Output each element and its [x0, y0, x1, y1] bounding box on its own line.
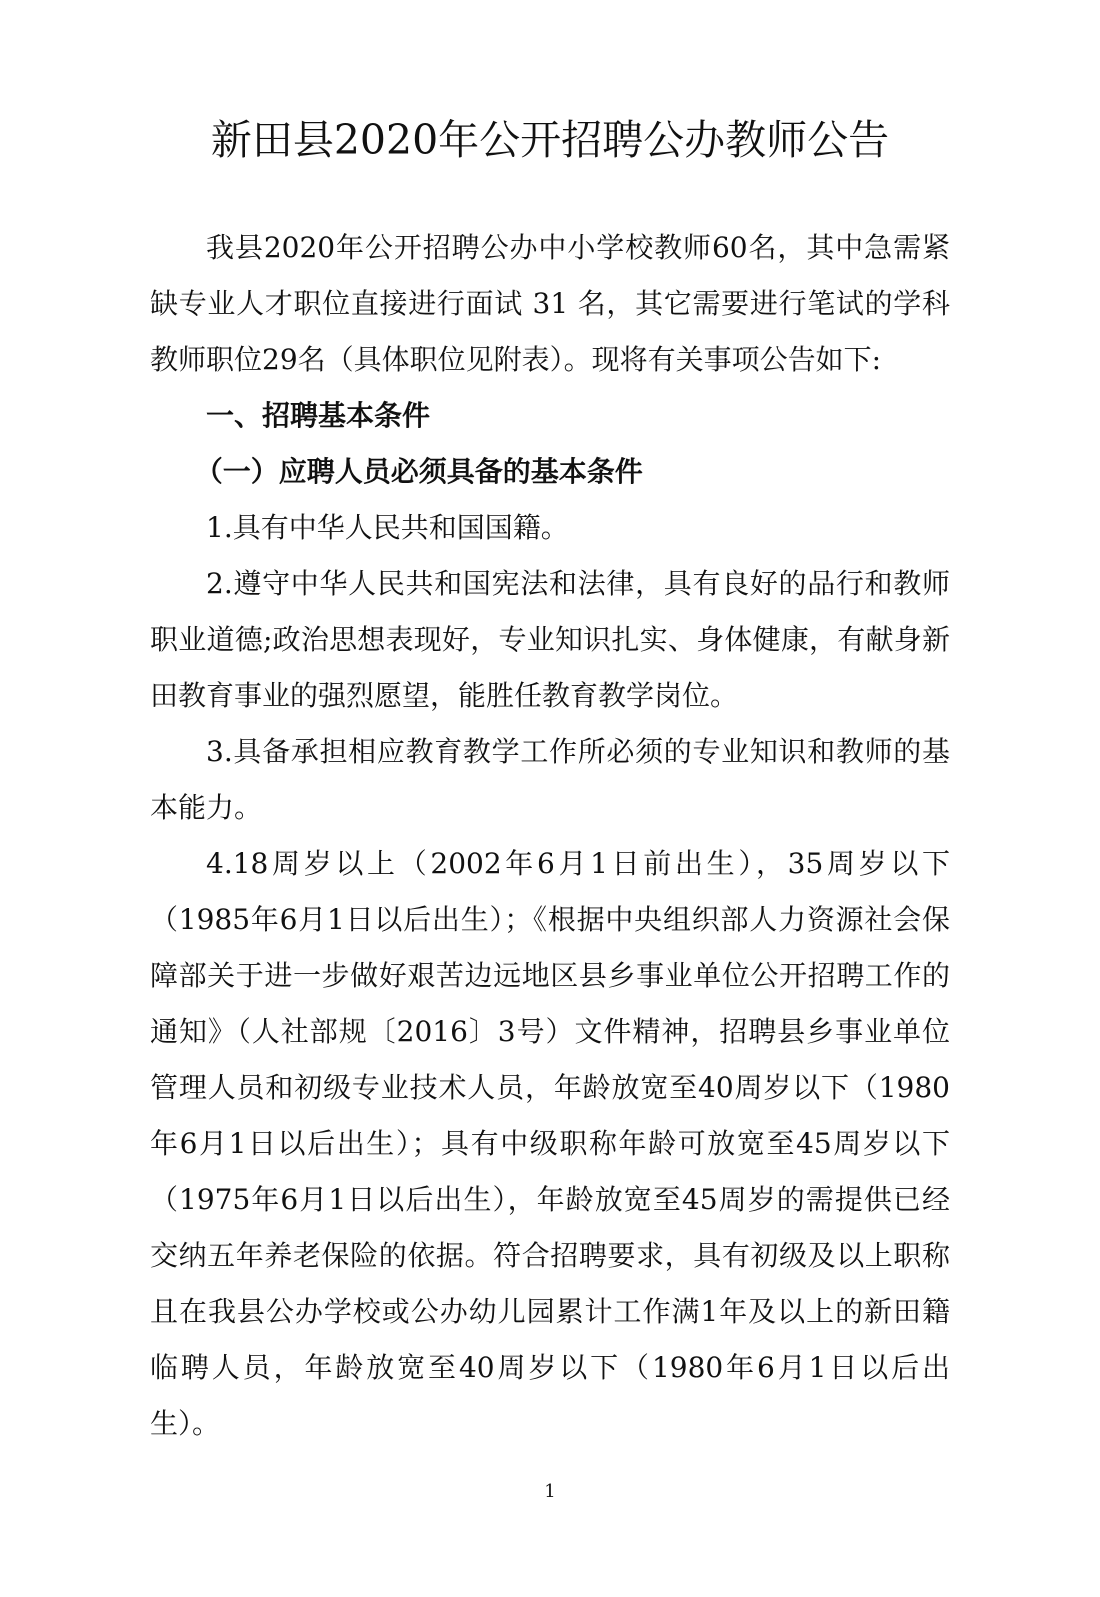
- subsection-heading: （一）应聘人员必须具备的基本条件: [194, 455, 643, 488]
- condition-item-3: 3.具备承担相应教育教学工作所必须的专业知识和教师的基本能力。: [150, 735, 950, 824]
- condition-item-1: 1.具有中华人民共和国国籍。: [206, 511, 569, 544]
- intro-paragraph: 我县2020年公开招聘公办中小学校教师60名，其中急需紧缺专业人才职位直接进行面试 31 名，其它需要进行笔试的学科教师职位29名（具体职位见附表）。现将有关事项公告如下:: [150, 231, 950, 376]
- page-number: 1: [544, 1481, 556, 1502]
- condition-item-4: 4.18周岁以上（2002年6月1日前出生），35周岁以下（1985年6月1日以后出生）；《根据中央组织部人力资源社会保障部关于进一步做好艰苦边远地区县乡事业单位公开招聘工作的通知》（人社部规〔2016〕3号）文件精神，招聘县乡事业单位管理人员和初级专业技术人员，年龄放宽至40周岁以下（1980年6月1日以后出生）；具有中级职称年龄可放宽至45周岁以下（1975年6月1日以后出生），年龄放宽至45周岁的需提供已经交纳五年养老保险的依据。符合招聘要求，具有初级及以上职称且在我县公办学校或公办幼儿园累计工作满1年及以上的新田籍临聘人员，年龄放宽至40周岁以下（1980年6月1日以后出生）。: [150, 847, 950, 1440]
- document-title: 新田县2020年公开招聘公办教师公告: [210, 116, 890, 164]
- document-body: [150, 220, 950, 1452]
- condition-item-2: 2.遵守中华人民共和国宪法和法律，具有良好的品行和教师职业道德;政治思想表现好，专业知识扎实、身体健康，有献身新田教育事业的强烈愿望，能胜任教育教学岗位。: [150, 567, 950, 712]
- section-heading: 一、招聘基本条件: [206, 399, 431, 432]
